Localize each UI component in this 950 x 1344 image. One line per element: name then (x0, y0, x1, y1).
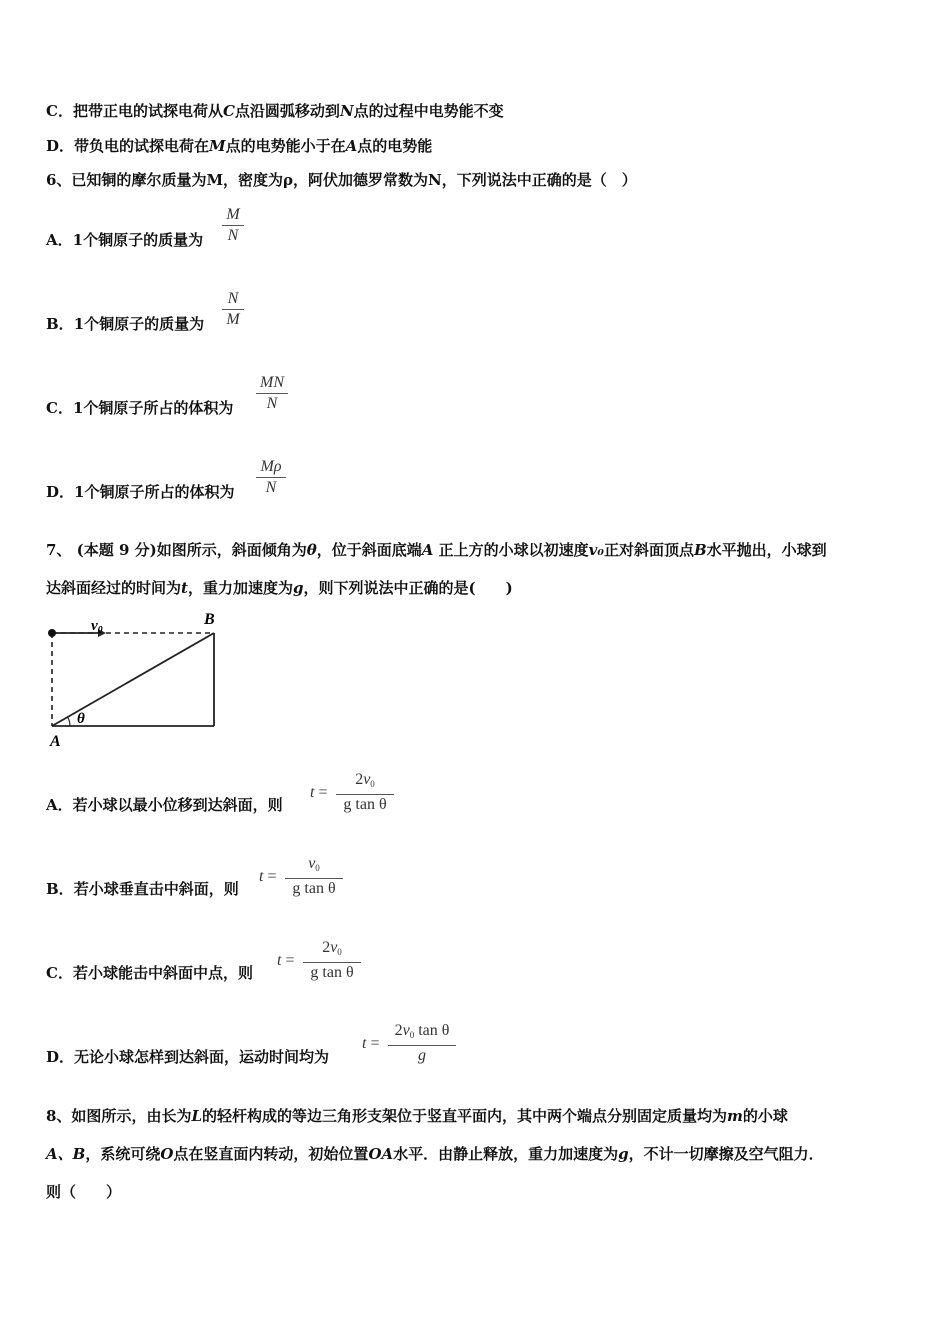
q7-option-a-lhs: t = (310, 784, 328, 801)
q6-option-a-fraction: M N (222, 205, 244, 246)
q7-option-c-lhs: t = (277, 952, 295, 969)
q7-option-d-lhs: t = (362, 1035, 380, 1052)
q8-stem-line1: 8、如图所示，由长为L的轻杆构成的等边三角形支架位于竖直平面内，其中两个端点分别固定质量均为m的小球 (46, 1107, 788, 1125)
theta-label: θ (77, 711, 85, 727)
q7-option-c: C．若小球能击中斜面中点，则 (46, 964, 253, 982)
q7-option-b-lhs: t = (259, 868, 277, 885)
q7-option-a-fraction: $2v_0$ g tan θ (336, 770, 394, 815)
q6-option-b: B．1个铜原子的质量为 (46, 315, 205, 333)
q6-option-d: D．1个铜原子所占的体积为 (46, 483, 235, 501)
q6-stem: 6、已知铜的摩尔质量为M，密度为ρ，阿伏加德罗常数为N，下列说法中正确的是（ ） (46, 171, 637, 189)
q7-option-d-fraction: $2v_0$ tan θ g (388, 1021, 456, 1066)
q7-option-a: A．若小球以最小位移到达斜面，则 (46, 796, 283, 814)
q6-option-c-fraction: MN N (256, 373, 288, 414)
q6-option-c: C．1个铜原子所占的体积为 (46, 399, 234, 417)
q6-option-b-fraction: N M (222, 289, 244, 330)
angle-arc (68, 717, 70, 726)
q6-option-d-fraction: Mρ N (256, 457, 286, 498)
q7-option-b: B．若小球垂直击中斜面，则 (46, 880, 239, 898)
point-a-label: A (50, 733, 61, 750)
q7-option-b-fraction: $v_0$ g tan θ (285, 854, 343, 899)
point-b-label: B (204, 611, 215, 628)
incline-projectile-figure (40, 606, 230, 752)
q8-stem-line3: 则（ ） (46, 1183, 122, 1201)
ball (48, 629, 56, 637)
q6-option-a: A．1个铜原子的质量为 (46, 231, 204, 249)
q7-stem-line1: 7、 (本题 9 分)如图所示，斜面倾角为θ，位于斜面底端A 正上方的小球以初速度v₀正对斜面顶点B水平抛出，小球到 (46, 541, 827, 559)
q5-option-c: C．把带正电的试探电荷从C点沿圆弧移动到N点的过程中电势能不变 (46, 102, 504, 120)
v0-label: $v_0$ (91, 618, 103, 636)
q7-option-d: D．无论小球怎样到达斜面，运动时间均为 (46, 1048, 330, 1066)
q5-option-d: D．带负电的试探电荷在M点的电势能小于在A点的电势能 (46, 137, 433, 155)
q7-option-c-fraction: $2v_0$ g tan θ (303, 938, 361, 983)
q8-stem-line2: A、B，系统可绕O点在竖直面内转动，初始位置OA水平．由静止释放，重力加速度为g，不计一切摩擦及空气阻力． (46, 1145, 824, 1163)
q7-stem-line2: 达斜面经过的时间为t，重力加速度为g，则下列说法中正确的是( ) (46, 579, 513, 597)
